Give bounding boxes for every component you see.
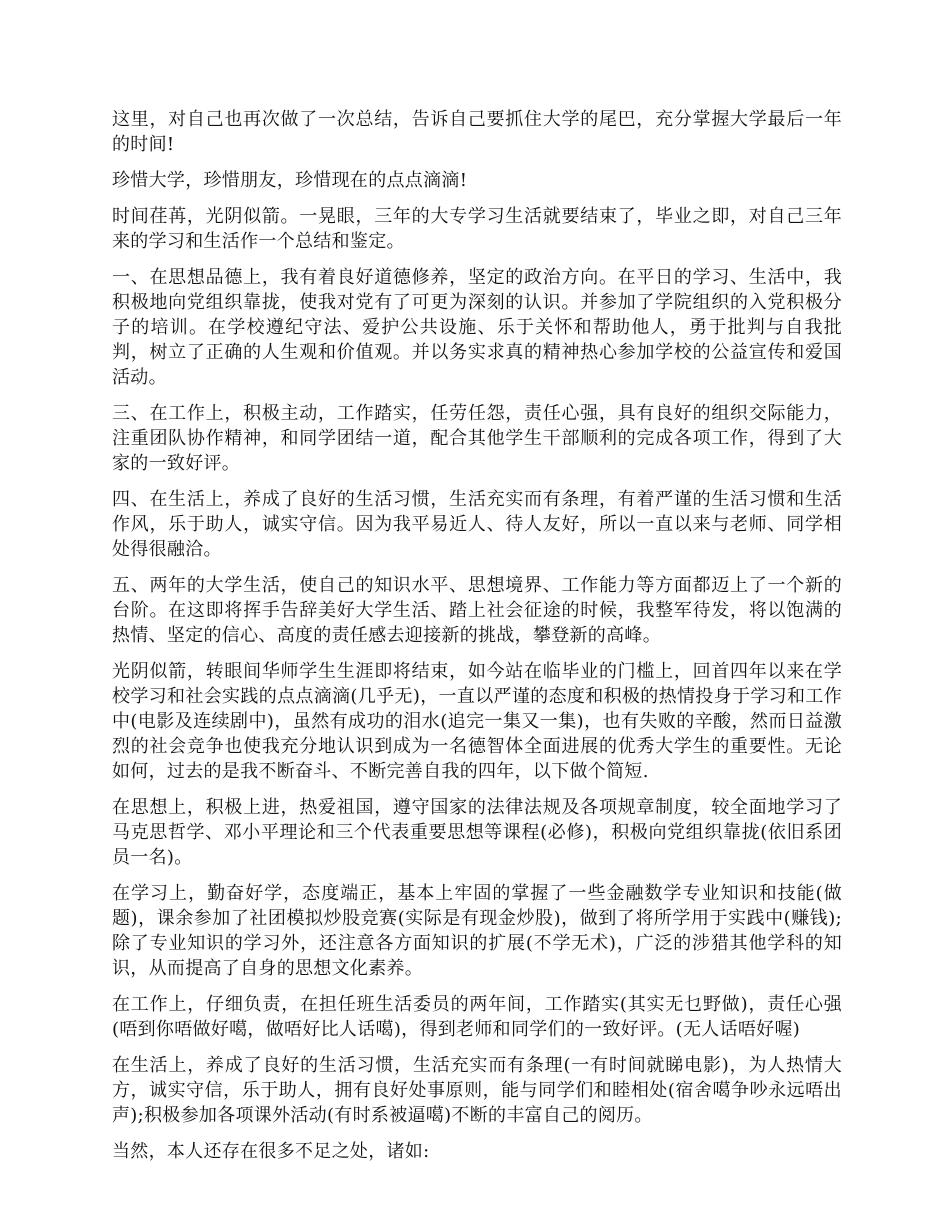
paragraph-10: 在学习上，勤奋好学，态度端正，基本上牢固的掌握了一些金融数学专业知识和技能(做题)，课余参加了社团模拟炒股竞赛(实际是有现金炒股)，做到了将所学用于实践中(赚钱);除了专业知识的学习外，还注意各方面知识的扩展(不学无术)，广泛的涉猎其他学科的知识，从而提高了自身的思想文化素养。 (112, 883, 842, 979)
paragraph-4: 一、在思想品德上，我有着良好道德修养，坚定的政治方向。在平日的学习、生活中，我积极地向党组织靠拢，使我对党有了可更为深刻的认识。并参加了学院组织的入党积极分子的培训。在学校遵纪守法、爱护公共设施、乐于关怀和帮助他人，勇于批判与自我批判，树立了正确的人生观和价值观。并以务实求真的精神热心参加学校的公益宣传和爱国活动。 (112, 267, 842, 388)
paragraph-1: 这里，对自己也再次做了一次总结，告诉自己要抓住大学的尾巴，充分掌握大学最后一年的时间! (112, 109, 842, 155)
document-page (112, 107, 842, 1175)
paragraph-11: 在工作上，仔细负责，在担任班生活委员的两年间，工作踏实(其实无乜野做)，责任心强(唔到你唔做好噶，做唔好比人话噶)，得到老师和同学们的一致好评。(无人话唔好喔) (112, 994, 842, 1040)
paragraph-5: 三、在工作上，积极主动，工作踏实，任劳任怨，责任心强，具有良好的组织交际能力，注重团队协作精神，和同学团结一道，配合其他学生干部顺利的完成各项工作，得到了大家的一致好评。 (112, 403, 842, 474)
paragraph-12: 在生活上，养成了良好的生活习惯，生活充实而有条理(一有时间就睇电影)，为人热情大方，诚实守信，乐于助人，拥有良好处事原则，能与同学们和睦相处(宿舍噶争吵永远唔出声);积极参加各项课外活动(有时系被逼噶)不断的丰富自己的阅历。 (112, 1055, 842, 1126)
paragraph-7: 五、两年的大学生活，使自己的知识水平、思想境界、工作能力等方面都迈上了一个新的台阶。在这即将挥手告辞美好大学生活、踏上社会征途的时候，我整军待发，将以饱满的热情、坚定的信心、高度的责任感去迎接新的挑战，攀登新的高峰。 (112, 575, 842, 646)
paragraph-9: 在思想上，积极上进，热爱祖国，遵守国家的法律法规及各项规章制度，较全面地学习了马克思哲学、邓小平理论和三个代表重要思想等课程(必修)，积极向党组织靠拢(依旧系团员一名)。 (112, 797, 842, 868)
paragraph-8: 光阴似箭，转眼间华师学生生涯即将结束，如今站在临毕业的门槛上，回首四年以来在学校学习和社会实践的点点滴滴(几乎无)，一直以严谨的态度和积极的热情投身于学习和工作中(电影及连续剧中)，虽然有成功的泪水(追完一集又一集)，也有失败的辛酸，然而日益激烈的社会竞争也使我充分地认识到成为一名德智体全面进展的优秀大学生的重要性。无论如何，过去的是我不断奋斗、不断完善自我的四年，以下做个简短. (112, 661, 842, 782)
paragraph-2: 珍惜大学，珍惜朋友，珍惜现在的点点滴滴! (112, 170, 468, 191)
paragraph-6: 四、在生活上，养成了良好的生活习惯，生活充实而有条理，有着严谨的生活习惯和生活作风，乐于助人，诚实守信。因为我平易近人、待人友好，所以一直以来与老师、同学相处得很融洽。 (112, 489, 842, 560)
paragraph-3: 时间荏苒，光阴似箭。一晃眼，三年的大专学习生活就要结束了，毕业之即，对自己三年来的学习和生活作一个总结和鉴定。 (112, 206, 842, 252)
paragraph-13: 当然，本人还存在很多不足之处，诸如: (112, 1141, 430, 1162)
